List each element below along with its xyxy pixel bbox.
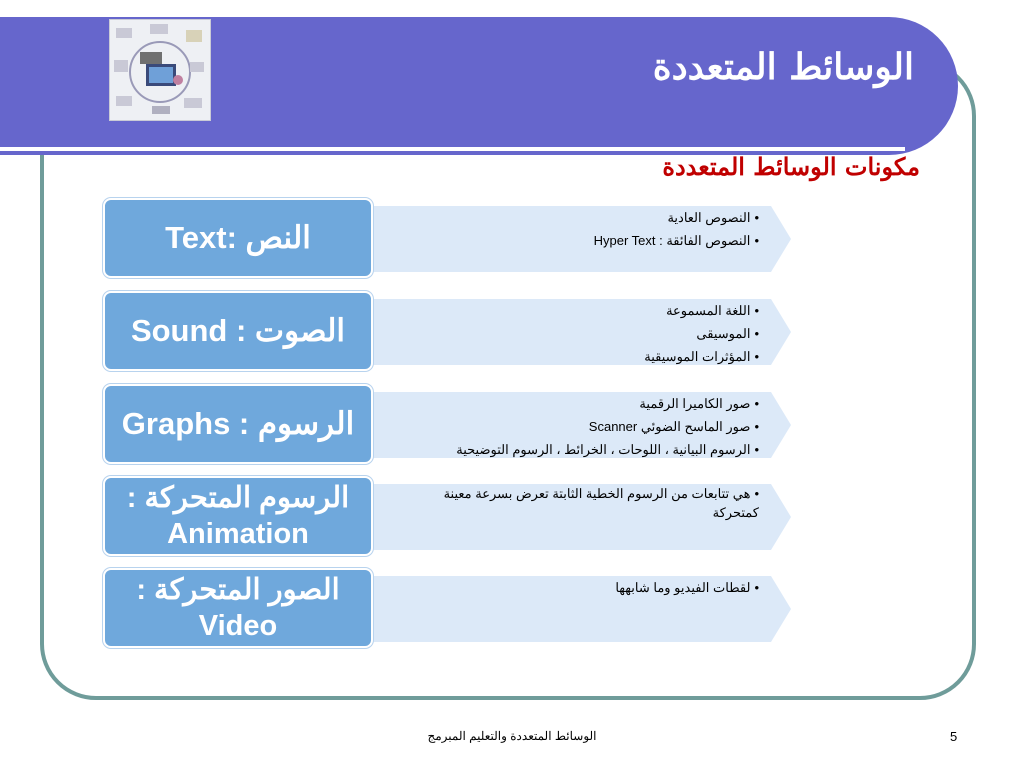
- list-item: • صور الكاميرا الرقمية: [456, 392, 759, 415]
- component-label: الصوت : Sound: [130, 313, 346, 348]
- list-item: • لقطات الفيديو وما شابهها: [615, 576, 759, 599]
- list-item: • الرسوم البيانية ، اللوحات ، الخرائط ، الرسوم التوضيحية: [456, 438, 759, 461]
- component-box-sound: [103, 291, 373, 371]
- component-box-graphs: [103, 384, 373, 464]
- component-label: الصور المتحركة : Video: [136, 574, 340, 642]
- component-label: النص :Text: [165, 220, 311, 255]
- animation-items: [399, 484, 759, 522]
- text-items: [594, 206, 759, 252]
- component-label: الرسوم : Graphs: [121, 406, 355, 441]
- list-item: • هي تتابعات من الرسوم الخطية الثابتة تعرض بسرعة معينة كمتحركة: [399, 484, 759, 522]
- list-item: • المؤثرات الموسيقية: [644, 345, 759, 368]
- list-item: • صور الماسح الضوئي Scanner: [456, 415, 759, 438]
- component-row-text: [103, 198, 793, 280]
- list-item: • الموسيقى: [644, 322, 759, 345]
- component-row-animation: [103, 476, 793, 558]
- header-divider: [0, 147, 905, 151]
- slide-subtitle: مكونات الوسائط المتعددة: [662, 152, 920, 181]
- component-row-graphs: [103, 384, 793, 466]
- video-items: [615, 576, 759, 599]
- component-row-video: [103, 568, 793, 650]
- sound-items: [644, 299, 759, 368]
- slide-title: الوسائط المتعددة: [652, 46, 914, 88]
- component-box-video: [103, 568, 373, 648]
- component-row-sound: [103, 291, 793, 373]
- footer-text: الوسائط المتعددة والتعليم المبرمج: [427, 729, 597, 743]
- graphs-items: [456, 392, 759, 461]
- page-number: 5: [950, 729, 958, 744]
- list-item: • النصوص العادية: [594, 206, 759, 229]
- list-item: • النصوص الفائقة : Hyper Text: [594, 229, 759, 252]
- list-item: • اللغة المسموعة: [644, 299, 759, 322]
- component-box-text: [103, 198, 373, 278]
- multimedia-logo: [109, 19, 211, 121]
- component-label: الرسوم المتحركة : Animation: [126, 482, 350, 550]
- component-box-animation: [103, 476, 373, 556]
